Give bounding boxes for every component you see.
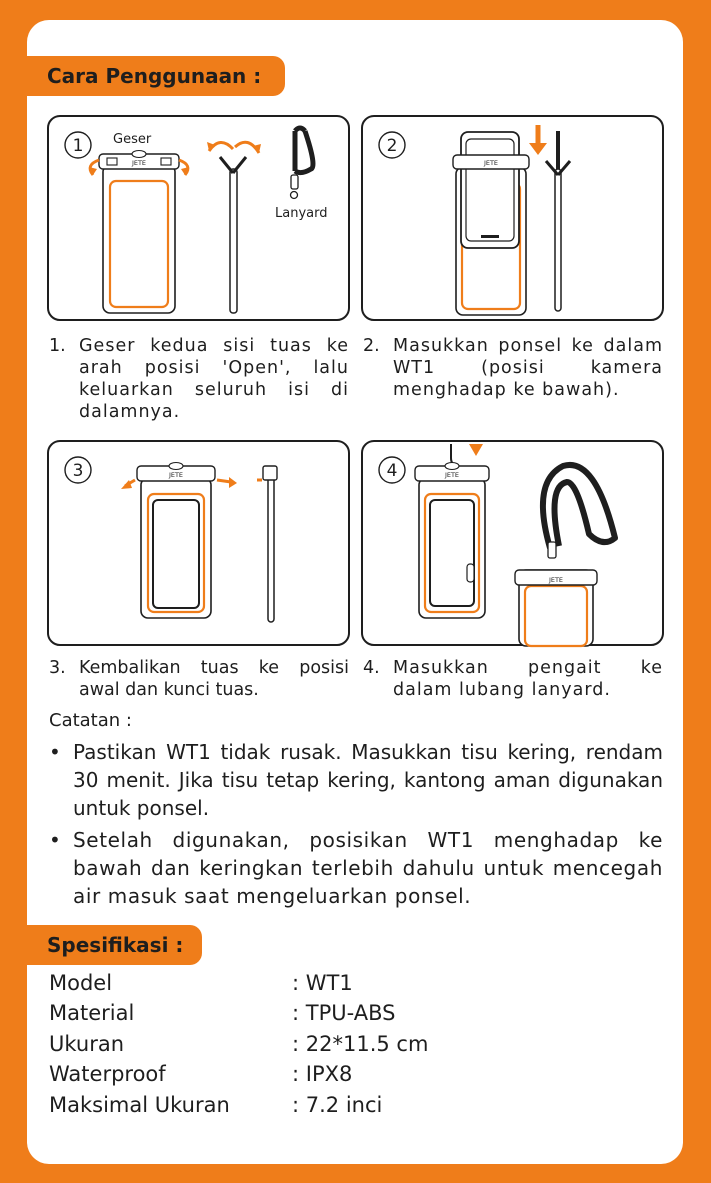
step-text: Masukkan ponsel ke dalam WT1 (posisi kamera menghadap ke bawah). [393,336,663,400]
spec-row-ukuran [49,1029,663,1059]
note-text: Pastikan WT1 tidak rusak. Masukkan tisu kering, rendam 30 menit. Jika tisu tetap kering, kantong aman digunakan untuk ponsel. [73,740,663,820]
note-item-2 [49,826,663,910]
lanyard-ring [291,192,298,199]
phone [461,132,519,248]
step-text: Geser kedua sisi tuas ke arah posisi 'Open', lalu keluarkan seluruh isi di dalamnya. [79,336,349,422]
step-number: 4. [363,658,380,678]
lanyard-hole [169,463,183,470]
spec-row-max-size [49,1090,663,1120]
step-text: Masukkan pengait ke dalam lubang lanyard. [393,658,663,700]
bullet-dot: • [49,740,61,764]
illustration-panel-3 [47,440,350,646]
arrow-in-right-head-icon [229,477,237,488]
note-text: Setelah digunakan, posisikan WT1 menghadap ke bawah dan keringkan terlebih dahulu untuk mencegah air masuk saat mengeluarkan ponsel. [73,828,663,908]
spec-value: : TPU-ABS [292,1001,396,1025]
step-text: Kembalikan tuas ke posisi awal dan kunci tuas. [79,658,349,700]
pouch-logo: JETE [444,471,460,479]
spec-key: Material [49,1001,135,1025]
pouch-side-view [230,169,237,313]
lanyard-loop [295,128,305,131]
usage-section-title [27,56,285,96]
specs-title-text: Spesifikasi : [47,933,184,957]
pouch-logo: JETE [483,159,499,167]
hook-icon [451,444,455,464]
panel-number: 2 [386,136,398,156]
step-number: 3. [49,658,66,678]
illustration-panel-1 [47,115,350,321]
spec-value: : 7.2 inci [292,1093,383,1117]
spec-key: Maksimal Ukuran [49,1093,230,1117]
panel-number: 3 [72,461,84,481]
step-number: 1. [49,336,66,356]
arrow-right-icon [179,160,188,175]
spec-value: : WT1 [292,971,353,995]
spec-value: : 22*11.5 cm [292,1032,429,1056]
specs-section-title [27,925,202,965]
lanyard-hook [291,175,298,189]
lanyard-hook [548,542,556,558]
arrow-in-right-icon [217,480,231,482]
lanyard-hole [132,151,146,158]
pouch-side-view [268,472,274,622]
arrow-down-icon [469,444,483,456]
illustration-attach-lanyard [363,442,666,648]
pouch-logo: JETE [131,159,147,167]
step-2 [363,335,663,425]
pouch-side-view [555,169,561,311]
note-item-1 [49,738,663,822]
bullet-dot: • [49,828,61,852]
label-geser: Geser [113,132,152,147]
notes-label: Catatan : [49,710,132,731]
spec-row-waterproof [49,1059,663,1089]
spec-key: Ukuran [49,1032,125,1056]
spec-row-model [49,968,663,998]
arrow-left-icon [90,160,99,175]
spec-key: Model [49,971,113,995]
arrow-down-head-icon [529,143,547,155]
spec-value: : IPX8 [292,1062,353,1086]
spec-key: Waterproof [49,1062,166,1086]
usage-title-text: Cara Penggunaan : [47,64,262,88]
illustration-insert-phone [363,117,666,323]
panel-number: 4 [386,461,398,481]
lanyard-strap [543,465,615,548]
illustration-panel-2 [361,115,664,321]
pouch-logo: JETE [168,471,184,479]
side-levers-closed [263,466,277,480]
spec-row-material [49,998,663,1028]
step-number: 2. [363,336,380,356]
pouch-logo-2: JETE [548,576,564,584]
step-4 [363,657,663,703]
panel-number: 1 [72,136,84,156]
step-3 [49,657,349,703]
phone-button [481,235,499,238]
lanyard-hole [445,463,459,470]
camera-icon [467,564,474,582]
lanyard-strap [295,131,313,173]
step-1 [49,335,349,425]
phone-side-view [556,131,560,169]
label-lanyard: Lanyard [275,206,328,221]
illustration-open-levers [49,117,352,323]
illustration-lock-levers [49,442,352,648]
illustration-panel-4 [361,440,664,646]
pouch-body [103,165,175,313]
